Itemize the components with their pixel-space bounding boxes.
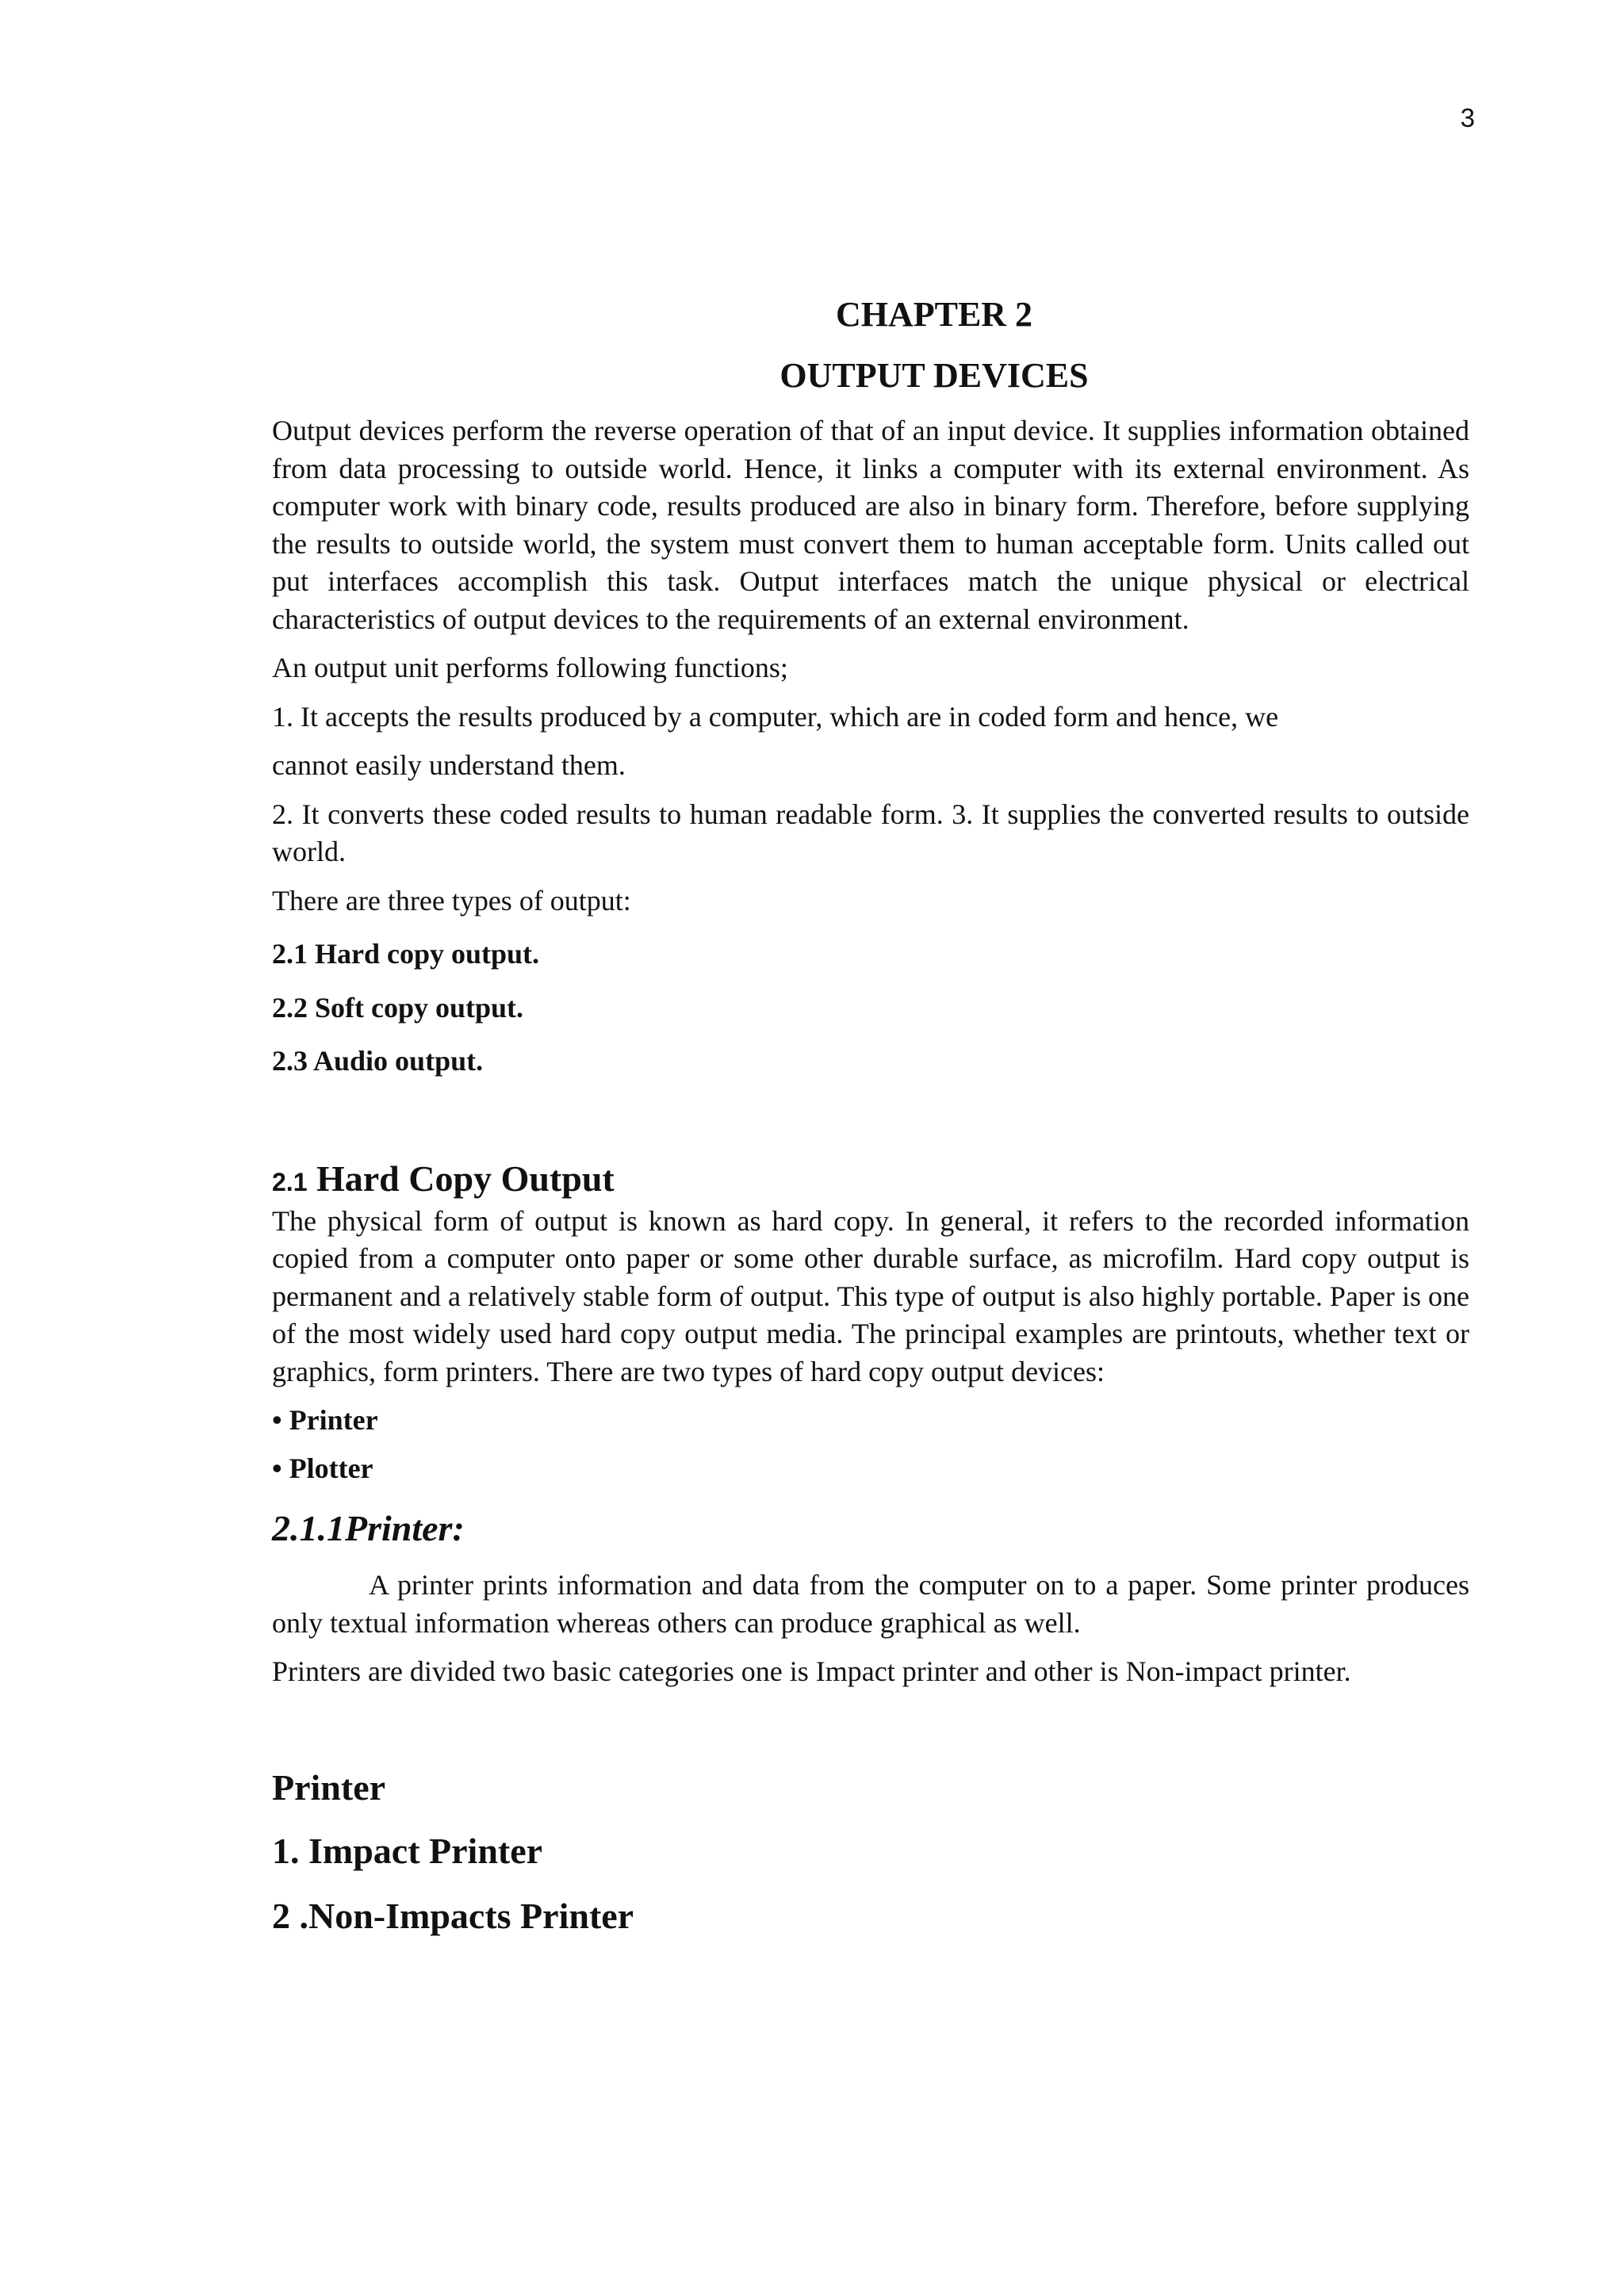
- chapter-number: CHAPTER 2: [835, 295, 1033, 334]
- section-heading-hard-copy: [272, 1158, 1469, 1203]
- page-content: [272, 292, 1469, 1940]
- printer-paragraph-2: Printers are divided two basic categories one is Impact printer and other is Non-impact printer.: [272, 1655, 1351, 1688]
- chapter-title: OUTPUT DEVICES: [779, 356, 1089, 396]
- functions-lead: An output unit performs following functions;: [272, 652, 788, 684]
- section-number: 2.1: [272, 1167, 308, 1196]
- types-lead: There are three types of output:: [272, 884, 631, 916]
- bullet-printer: • Printer: [272, 1404, 378, 1437]
- hard-copy-paragraph: The physical form of output is known as hard copy. In general, it refers to the recorded information copied from a computer onto paper or some other durable surface, as microfilm. Hard copy output is permanent and a relatively stable form of output. This type of output is also highly portable. Paper is one of the most widely used hard copy output media. The principal examples are printouts, whether text or graphics, form printers. There are two types of hard copy output devices:: [272, 1204, 1469, 1387]
- type-item-audio: 2.3 Audio output.: [272, 1045, 484, 1077]
- printer-list-heading: Printer: [272, 1766, 386, 1808]
- bullet-plotter: • Plotter: [272, 1452, 373, 1485]
- subsection-heading-printer: 2.1.1Printer:: [272, 1508, 465, 1549]
- printer-paragraph-1: A printer prints information and data from the computer on to a paper. Some printer produces only textual information whereas others can produce graphical as well.: [272, 1569, 1469, 1639]
- printer-list-item-non-impact: 2 .Non-Impacts Printer: [272, 1895, 634, 1936]
- function-item-1a: 1. It accepts the results produced by a computer, which are in coded form and hence, we: [272, 700, 1279, 733]
- printer-list-item-impact: 1. Impact Printer: [272, 1830, 543, 1871]
- page-number: 3: [1460, 103, 1475, 132]
- intro-paragraph: Output devices perform the reverse operation of that of an input device. It supplies information obtained from data processing to outside world. Hence, it links a computer with its external environment. As computer work with binary code, results produced are also in binary form. Therefore, before supplying the results to outside world, the system must convert them to human acceptable form. Units called out put interfaces accomplish this task. Output interfaces match the unique physical or electrical characteristics of output devices to the requirements of an external environment.: [272, 415, 1469, 635]
- function-item-1b: cannot easily understand them.: [272, 749, 626, 782]
- function-item-2: 2. It converts these coded results to human readable form. 3. It supplies the converted results to outside world.: [272, 798, 1469, 868]
- type-item-hard-copy: 2.1 Hard copy output.: [272, 938, 540, 970]
- section-title: Hard Copy Output: [316, 1158, 615, 1199]
- type-item-soft-copy: 2.2 Soft copy output.: [272, 991, 524, 1024]
